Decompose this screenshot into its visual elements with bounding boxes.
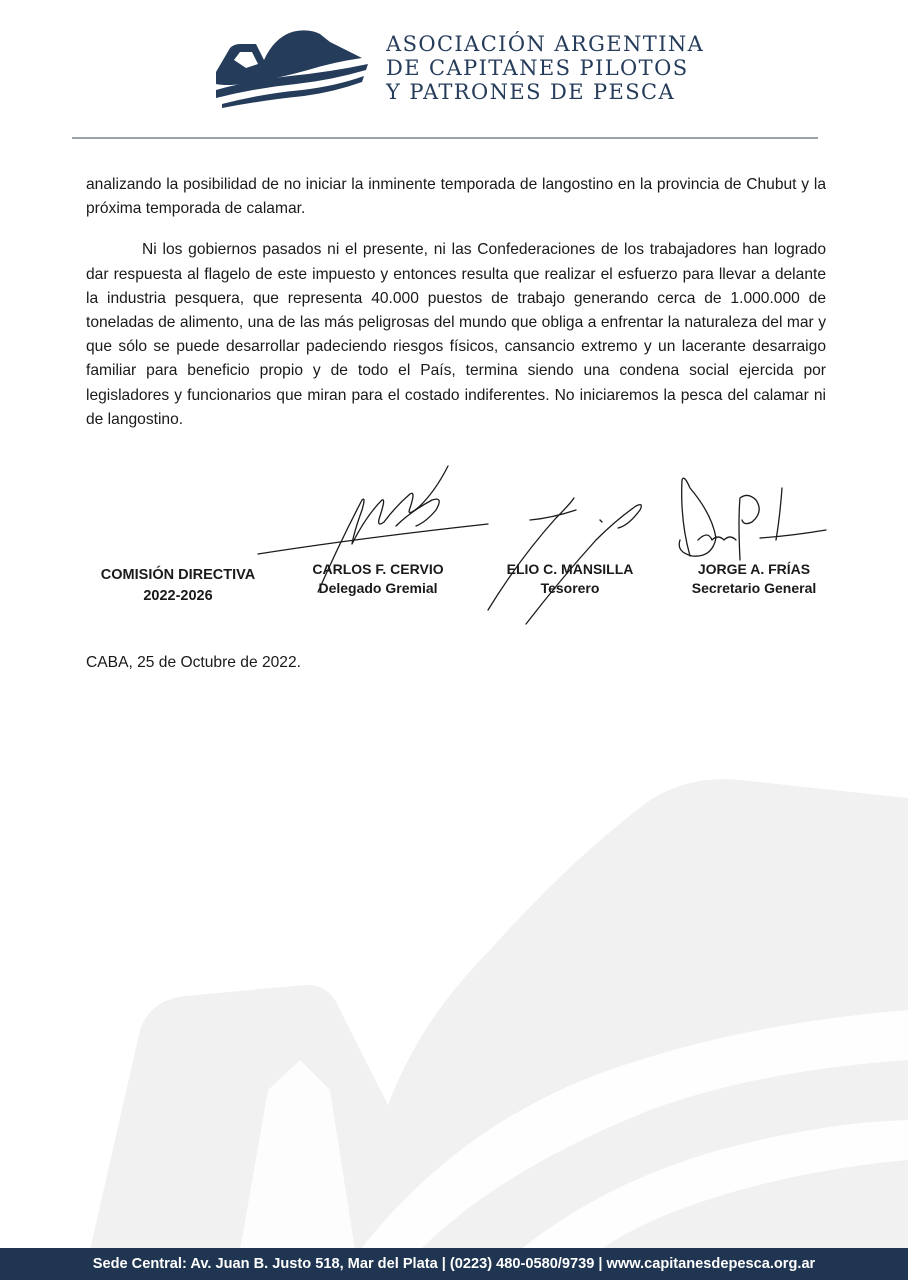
signer-name: JORGE A. FRÍAS [697,561,811,577]
signature-block [0,460,908,640]
organization-name-line-2: DE CAPITANES PILOTOS [386,56,689,80]
paragraph-2: Ni los gobiernos pasados ni el presente, ni las Confederaciones de los trabajadores han logrado dar respuesta al flagelo de este impuesto y entonces resulta que realizar el esfuerzo para llevar a delante la industria pesquera, que representa 40.000 puestos de trabajo generando cerca de 1.000.000 de toneladas de alimento, una de las más peligrosas del mundo que obliga a enfrentar la naturaleza del mar y que sólo se puede desarrollar padeciendo riesgos físicos, cansancio extremo y un lacerante desarraigo familiar para beneficio propio y de todo el País, termina siendo una condena social ejercida por legisladores y funcionarios que miran para el costado indiferentes. No iniciaremos la pesca del calamar ni de langostino. [86,241,826,428]
letter-body [86,173,826,432]
signer-role: Secretario General [691,580,817,596]
place-and-date: CABA, 25 de Octubre de 2022. [86,654,301,671]
paragraph-1: analizando la posibilidad de no iniciar la inminente temporada de langostino en la provincia de Chubut y la próxima temporada de calamar. [86,176,826,218]
footer-bar [0,1248,908,1280]
signer-name: ELIO C. MANSILLA [506,561,634,577]
letterhead [0,0,908,140]
signature-frias [679,478,826,560]
signer-name: CARLOS F. CERVIO [312,561,444,577]
signer-role: Delegado Gremial [318,580,438,596]
signer-role: Tesorero [540,580,600,596]
committee-title: COMISIÓN DIRECTIVA [100,567,256,583]
footer-contact-text: Sede Central: Av. Juan B. Justo 518, Mar del Plata | (0223) 480-0580/9739 | www.capitanesdepesca.org.ar [92,1256,816,1272]
header-divider [72,137,818,139]
signature-cervio [258,466,488,592]
boat-logo-watermark [0,760,908,1250]
handwritten-signatures [0,460,908,640]
fishing-boat-logo [212,24,372,108]
organization-name-line-1: ASOCIACIÓN ARGENTINA [386,32,705,56]
organization-name-line-3: Y PATRONES DE PESCA [386,80,676,104]
committee-period: 2022-2026 [143,588,213,604]
signature-mansilla [488,498,641,624]
organization-name [386,32,806,104]
